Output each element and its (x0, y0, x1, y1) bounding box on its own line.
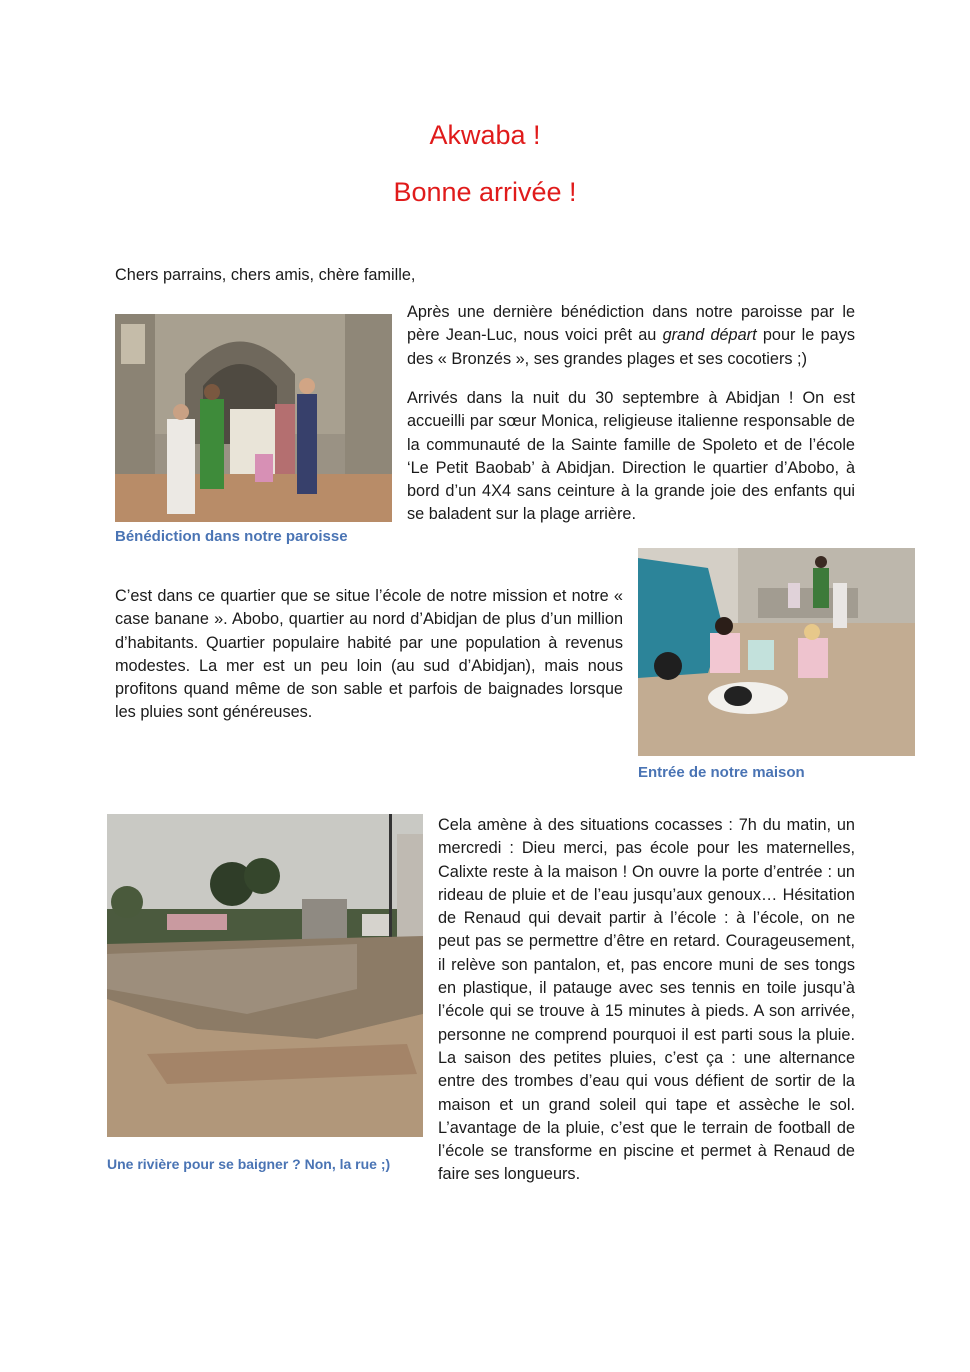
page-title: Akwaba ! (429, 120, 541, 150)
intro-text-emphasis: grand départ (662, 326, 757, 345)
caption-church: Bénédiction dans notre paroisse (115, 528, 348, 545)
greeting: Chers parrains, chers amis, chère famille, (115, 266, 416, 284)
caption-street: Une rivière pour se baigner ? Non, la rue ;) (107, 1156, 391, 1172)
intro-text-b: pour le pays des « Bronzés », ses grandes plages et ses cocotiers ;) (407, 326, 855, 368)
page-subtitle: Bonne arrivée ! (393, 177, 577, 207)
caption-house: Entrée de notre maison (638, 764, 805, 781)
arrival-paragraph: Arrivés dans la nuit du 30 septembre à Abidjan ! On est accueilli par sœur Monica, religieuse italienne responsable de la communauté de la Sainte famille de Spoleto et de l’école ‘Le Petit Baobab’ à Abidjan. Direction le quartier d’Abobo, à bord d’un 4X4 sans ceinture à la grande joie des enfants qui se baladent sur la plage arrière. (407, 389, 855, 524)
photo-house-entrance (638, 548, 915, 756)
intro-paragraph (407, 301, 855, 371)
photo-church-blessing (115, 314, 392, 522)
neighborhood-paragraph: C’est dans ce quartier que se situe l’école de notre mission et notre « case banane ». Abobo, quartier au nord d’Abidjan de plus d’un million d’habitants. Quartier populaire habité par une population à revenus modestes. La mer est un peu loin (au sud d’Abidjan), mais nous profitons quand même de son sable et parfois de baignades lorsque les pluies sont généreuses. (115, 587, 623, 722)
flood-story-paragraph: Cela amène à des situations cocasses : 7h du matin, un mercredi : Dieu merci, pas école pour les maternelles, Calixte reste à la maison ! On ouvre la porte d’entrée : un rideau de pluie et de l’eau jusqu’aux genoux… Hésitation de Renaud qui devait partir à l’école : à l’école, on ne peut pas se permettre d’être en retard. Courageusement, il relève son pantalon, et, pas encore muni de ses tongs en plastique, il patauge avec ses tennis en toile jusqu’à l’école qui se trouve à 15 minutes à pieds. A son arrivée, personne ne comprend pourquoi il est parti sous la pluie. La saison des petites pluies, c’est ça : une alternance entre des trombes d’eau qui vous défient de sortir de la maison et un grand soleil qui tape et assèche le sol. L’avantage de la pluie, c’est que le terrain de football de l’école se transforme en piscine et permet à Renaud de faire ses longueurs. (438, 816, 855, 1184)
intro-text-a: Après une dernière bénédiction dans notre paroisse par le père Jean-Luc, nous voici prêt au (407, 303, 855, 345)
photo-flooded-street (107, 814, 423, 1137)
